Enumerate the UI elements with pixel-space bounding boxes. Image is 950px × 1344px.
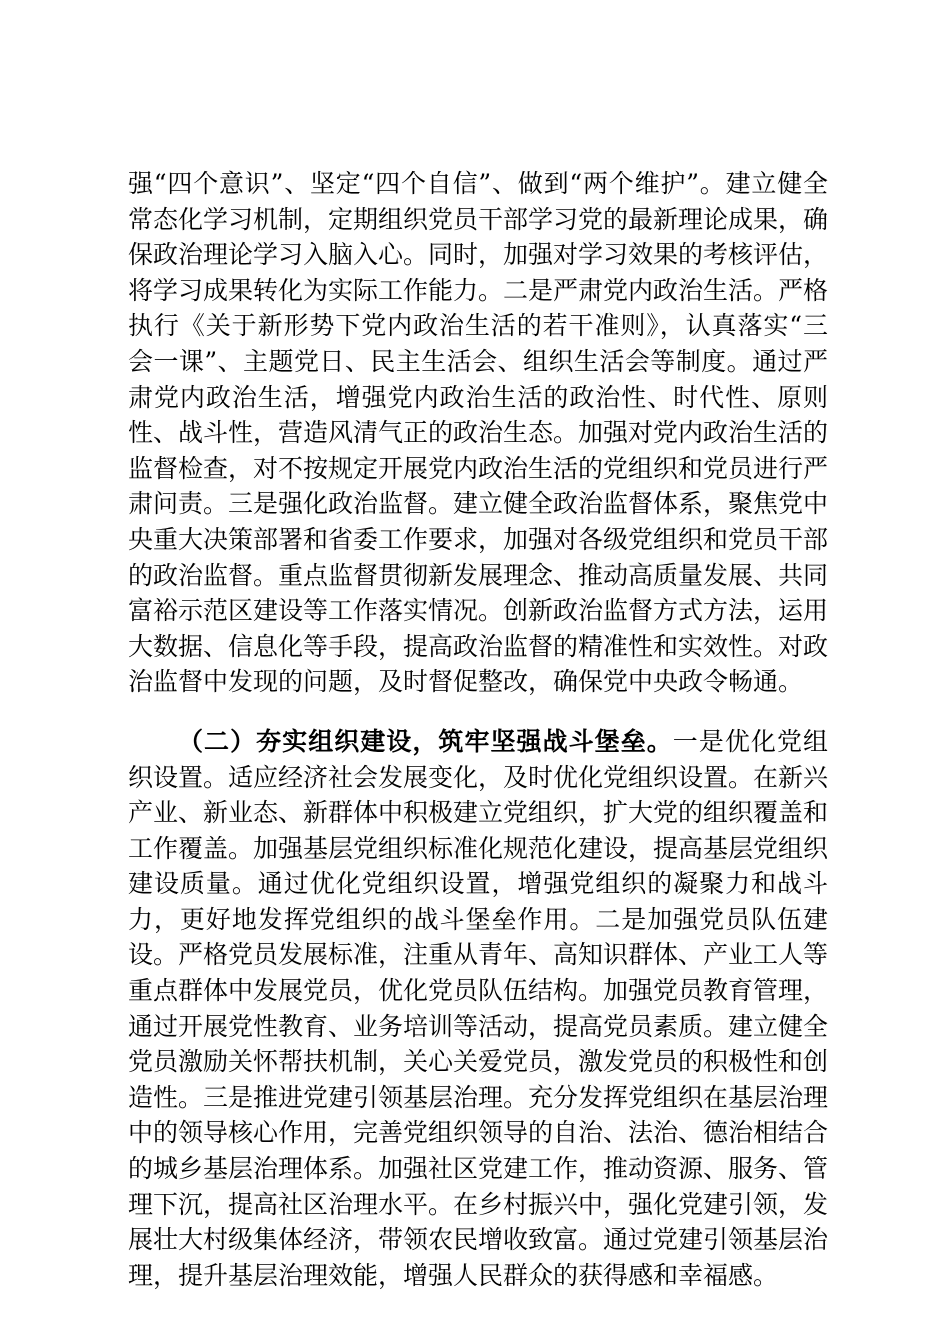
paragraph-organization-building <box>128 724 828 1294</box>
paragraph-political-building-continued: 强“四个意识”、坚定“四个自信”、做到“两个维护”。建立健全常态化学习机制，定期组织党员干部学习党的最新理论成果，确保政治理论学习入脑入心。同时，加强对学习效果的考核评估，将学习成果转化为实际工作能力。二是严肃党内政治生活。严格执行《关于新形势下党内政治生活的若干准则》，认真落实“三会一课”、主题党日、民主生活会、组织生活会等制度。通过严肃党内政治生活，增强党内政治生活的政治性、时代性、原则性、战斗性，营造风清气正的政治生态。加强对党内政治生活的监督检查，对不按规定开展党内政治生活的党组织和党员进行严肃问责。三是强化政治监督。建立健全政治监督体系，聚焦党中央重大决策部署和省委工作要求，加强对各级党组织和党员干部的政治监督。重点监督贯彻新发展理念、推动高质量发展、共同富裕示范区建设等工作落实情况。创新政治监督方式方法，运用大数据、信息化等手段，提高政治监督的精准性和实效性。对政治监督中发现的问题，及时督促整改，确保党中央政令畅通。 <box>128 169 829 697</box>
section-heading: （二）夯实组织建设，筑牢坚强战斗堡垒。 <box>178 726 673 756</box>
document-page <box>128 166 828 1293</box>
section-body: 一是优化党组织设置。适应经济社会发展变化，及时优化党组织设置。在新兴产业、新业态、新群体中积极建立党组织，扩大党的组织覆盖和工作覆盖。加强基层党组织标准化规范化建设，提高基层党组织建设质量。通过优化党组织设置，增强党组织的凝聚力和战斗力，更好地发挥党组织的战斗堡垒作用。二是加强党员队伍建设。严格党员发展标准，注重从青年、高知识群体、产业工人等重点群体中发展党员，优化党员队伍结构。加强党员教育管理，通过开展党性教育、业务培训等活动，提高党员素质。建立健全党员激励关怀帮扶机制，关心关爱党员，激发党员的积极性和创造性。三是推进党建引领基层治理。充分发挥党组织在基层治理中的领导核心作用，完善党组织领导的自治、法治、德治相结合的城乡基层治理体系。加强社区党建工作，推动资源、服务、管理下沉，提高社区治理水平。在乡村振兴中，强化党建引领，发展壮大村级集体经济，带领农民增收致富。通过党建引领基层治理，提升基层治理效能，增强人民群众的获得感和幸福感。 <box>128 726 829 1290</box>
